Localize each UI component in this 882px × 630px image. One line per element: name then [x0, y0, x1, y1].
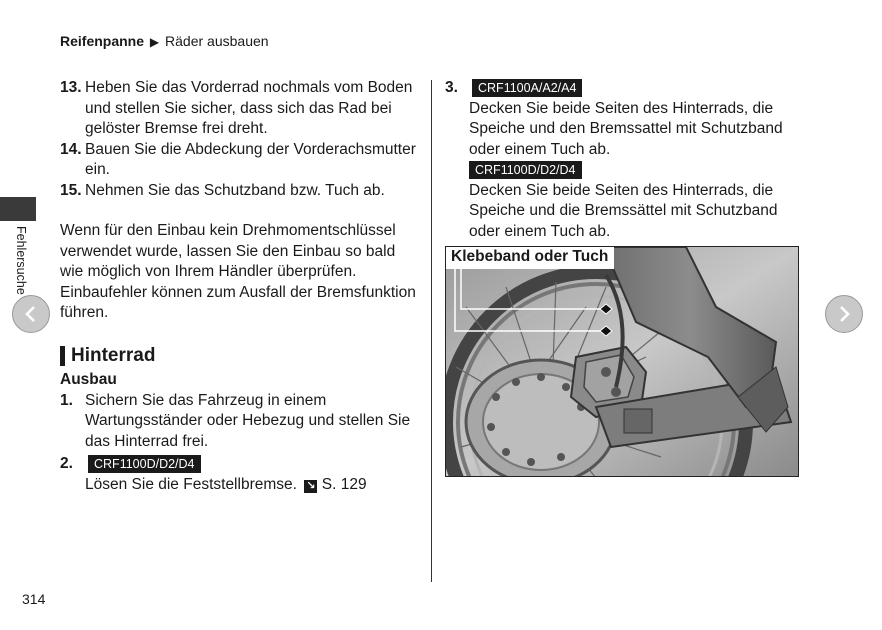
step-text: Nehmen Sie das Schutzband bzw. Tuch ab. [85, 181, 385, 199]
prev-page-button[interactable] [12, 295, 50, 333]
page-ref-icon: ↘ [306, 479, 316, 492]
step-3 [445, 78, 805, 242]
breadcrumb-page: Räder ausbauen [165, 33, 269, 49]
column-divider [431, 80, 432, 582]
step-number: 3. [445, 79, 458, 96]
step-number: 2. [60, 455, 73, 472]
step-text: Heben Sie das Vorderrad nochmals vom Boden und stellen Sie sicher, dass sich das Rad bei gelöster Bremse frei dreht. [85, 79, 413, 137]
step-13 [60, 78, 420, 140]
breadcrumb-arrow-icon: ▶ [149, 35, 160, 49]
step-text: Bauen Sie die Abdeckung der Vorderachsmutter ein. [85, 140, 416, 178]
step-text-b: Decken Sie beide Seiten des Hinterrads, die Speiche und die Bremssättel mit Schutzband oder einem Tuch ab. [469, 181, 778, 240]
section-title-text: Hinterrad [71, 344, 156, 366]
step-number: 15. [60, 181, 82, 199]
left-column [60, 78, 420, 495]
right-column [445, 78, 805, 242]
breadcrumb-section[interactable]: Reifenpanne [60, 33, 145, 49]
side-tab-marker[interactable] [0, 197, 36, 221]
step-number: 14. [60, 140, 82, 158]
rear-wheel-illustration [445, 246, 799, 477]
step-text: Sichern Sie das Fahrzeug in einem Wartungsständer oder Hebezug und stellen Sie das Hinterrad frei. [85, 391, 411, 450]
step-15 [60, 181, 420, 202]
page-number: 314 [22, 591, 46, 607]
torque-note: Wenn für den Einbau kein Drehmomentschlüssel verwendet wurde, lassen Sie den Einbau so bald wie möglich von Ihrem Händler überprüfen. Einbaufehler können zum Ausfall der Bremsfunktion führen. [60, 222, 416, 321]
model-badge-b: CRF1100D/D2/D4 [469, 161, 582, 179]
subheading: Ausbau [60, 371, 117, 388]
section-title [60, 346, 420, 367]
step-2 [60, 454, 420, 495]
page-ref-link[interactable]: S. 129 [321, 475, 367, 493]
section-bar [60, 346, 65, 366]
rear-wheel-drawing [446, 247, 799, 477]
step-text-a: Decken Sie beide Seiten des Hinterrads, die Speiche und den Bremssattel mit Schutzband oder einem Tuch ab. [469, 99, 783, 158]
next-page-button[interactable] [825, 295, 863, 333]
model-badge-a: CRF1100A/A2/A4 [472, 79, 582, 97]
chevron-right-icon [835, 305, 853, 323]
model-badge: CRF1100D/D2/D4 [88, 455, 201, 473]
step-1 [60, 391, 420, 453]
breadcrumb [60, 33, 269, 49]
step-14 [60, 140, 420, 181]
side-tab-label[interactable]: Fehlersuche [14, 226, 28, 295]
step-number: 1. [60, 391, 73, 409]
figure-label: Klebeband oder Tuch [446, 247, 614, 269]
chevron-left-icon [22, 305, 40, 323]
step-number: 13. [60, 79, 82, 96]
step-text: Lösen Sie die Feststellbremse. [85, 475, 297, 493]
